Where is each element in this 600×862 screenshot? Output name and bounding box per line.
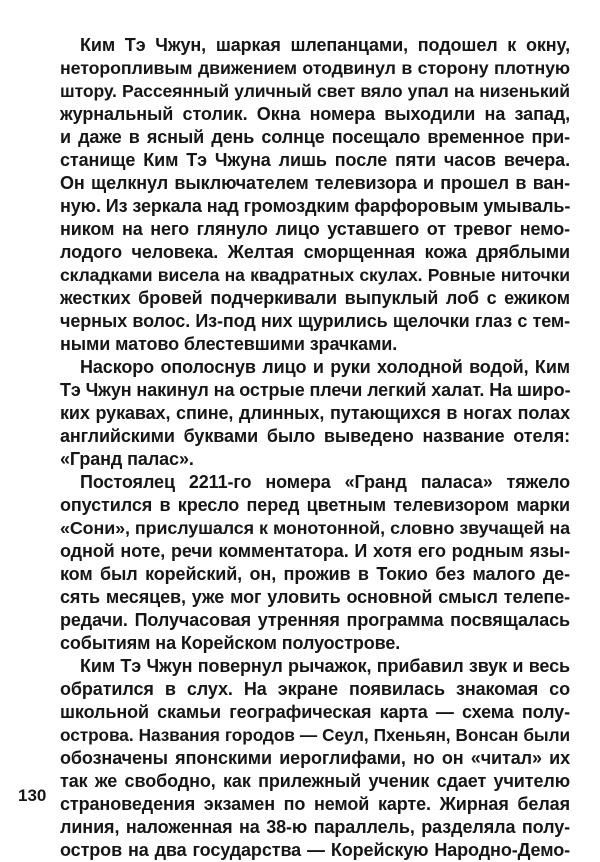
text-line: и даже в ясный день солнце посещало временное при- <box>60 127 570 147</box>
text-line: ными матово блестевшими зрачками. <box>60 334 398 354</box>
text-line: остров на два государства — Корейскую Народно-Демо- <box>60 840 570 860</box>
text-line: ких рукавах, спине, длинных, путающихся в ногах полах <box>60 403 570 423</box>
text-line: страноведения экзамен по немой карте. Жирная белая <box>60 794 570 814</box>
text-line: редачи. Получасовая утренняя программа посвящалась <box>60 610 570 630</box>
text-line: станище Ким Тэ Чжуна лишь после пяти часов вечера. <box>60 150 570 170</box>
text-line: обозначены японскими иероглифами, но он «читал» их <box>60 748 570 768</box>
text-line: штору. Рассеянный уличный свет вяло упал на низенький <box>60 81 570 101</box>
text-line: Наскоро ополоснув лицо и руки холодной водой, Ким <box>80 357 570 377</box>
text-line: английскими буквами было выведено название отеля: <box>60 426 570 446</box>
text-line: опустился в кресло перед цветным телевизором марки <box>60 495 570 515</box>
text-line: Ким Тэ Чжун повернул рычажок, прибавил звук и весь <box>80 656 570 676</box>
text-line: «Гранд палас». <box>60 449 194 469</box>
text-line: лодого человека. Желтая сморщенная кожа дряблыми <box>60 242 570 262</box>
text-line: складками висела на квадратных скулах. Ровные ниточки <box>60 265 570 285</box>
text-line: так же свободно, как прилежный ученик сдает учителю <box>60 771 570 791</box>
text-line: черных волос. Из-под них щурились щелочки глаз с тем- <box>60 311 570 331</box>
text-line: Тэ Чжун накинул на острые плечи легкий халат. На широ- <box>60 380 571 400</box>
text-line: Он щелкнул выключателем телевизора и прошел в ван- <box>60 173 570 193</box>
text-line: жестких бровей подчеркивали выпуклый лоб с ежиком <box>60 288 570 308</box>
text-line: обратился в слух. На экране появилась знакомая со <box>60 679 570 699</box>
body-text <box>60 34 570 862</box>
text-line: Постоялец 2211-го номера «Гранд паласа» тяжело <box>80 472 570 492</box>
text-line: неторопливым движением отодвинул в сторону плотную <box>60 58 570 78</box>
text-line: журнальный столик. Окна номера выходили на запад, <box>60 104 570 124</box>
text-line: ком был корейский, он, прожив в Токио без малого де- <box>60 564 570 584</box>
text-line: ную. Из зеркала над громоздким фарфоровым умываль- <box>60 196 571 216</box>
text-line: событиям на Корейском полуострове. <box>60 633 401 653</box>
text-line: линия, наложенная на 38-ю параллель, разделяла полу- <box>60 817 570 837</box>
text-line: «Сони», прислушался к монотонной, словно звучащей на <box>60 518 570 538</box>
text-line: школьной скамьи географическая карта — схема полу- <box>60 702 570 722</box>
text-line: сять месяцев, уже мог уловить основной смысл телепе- <box>60 587 570 607</box>
text-line: ником на него глянуло лицо уставшего от тревог немо- <box>60 219 570 239</box>
text-line: одной ноте, речи комментатора. И хотя его родным язы- <box>60 541 570 561</box>
text-line: острова. Названия городов — Сеул, Пхеньян, Вонсан были <box>60 725 570 745</box>
page-number: 130 <box>18 786 47 805</box>
text-line: Ким Тэ Чжун, шаркая шлепанцами, подошел к окну, <box>80 35 570 55</box>
